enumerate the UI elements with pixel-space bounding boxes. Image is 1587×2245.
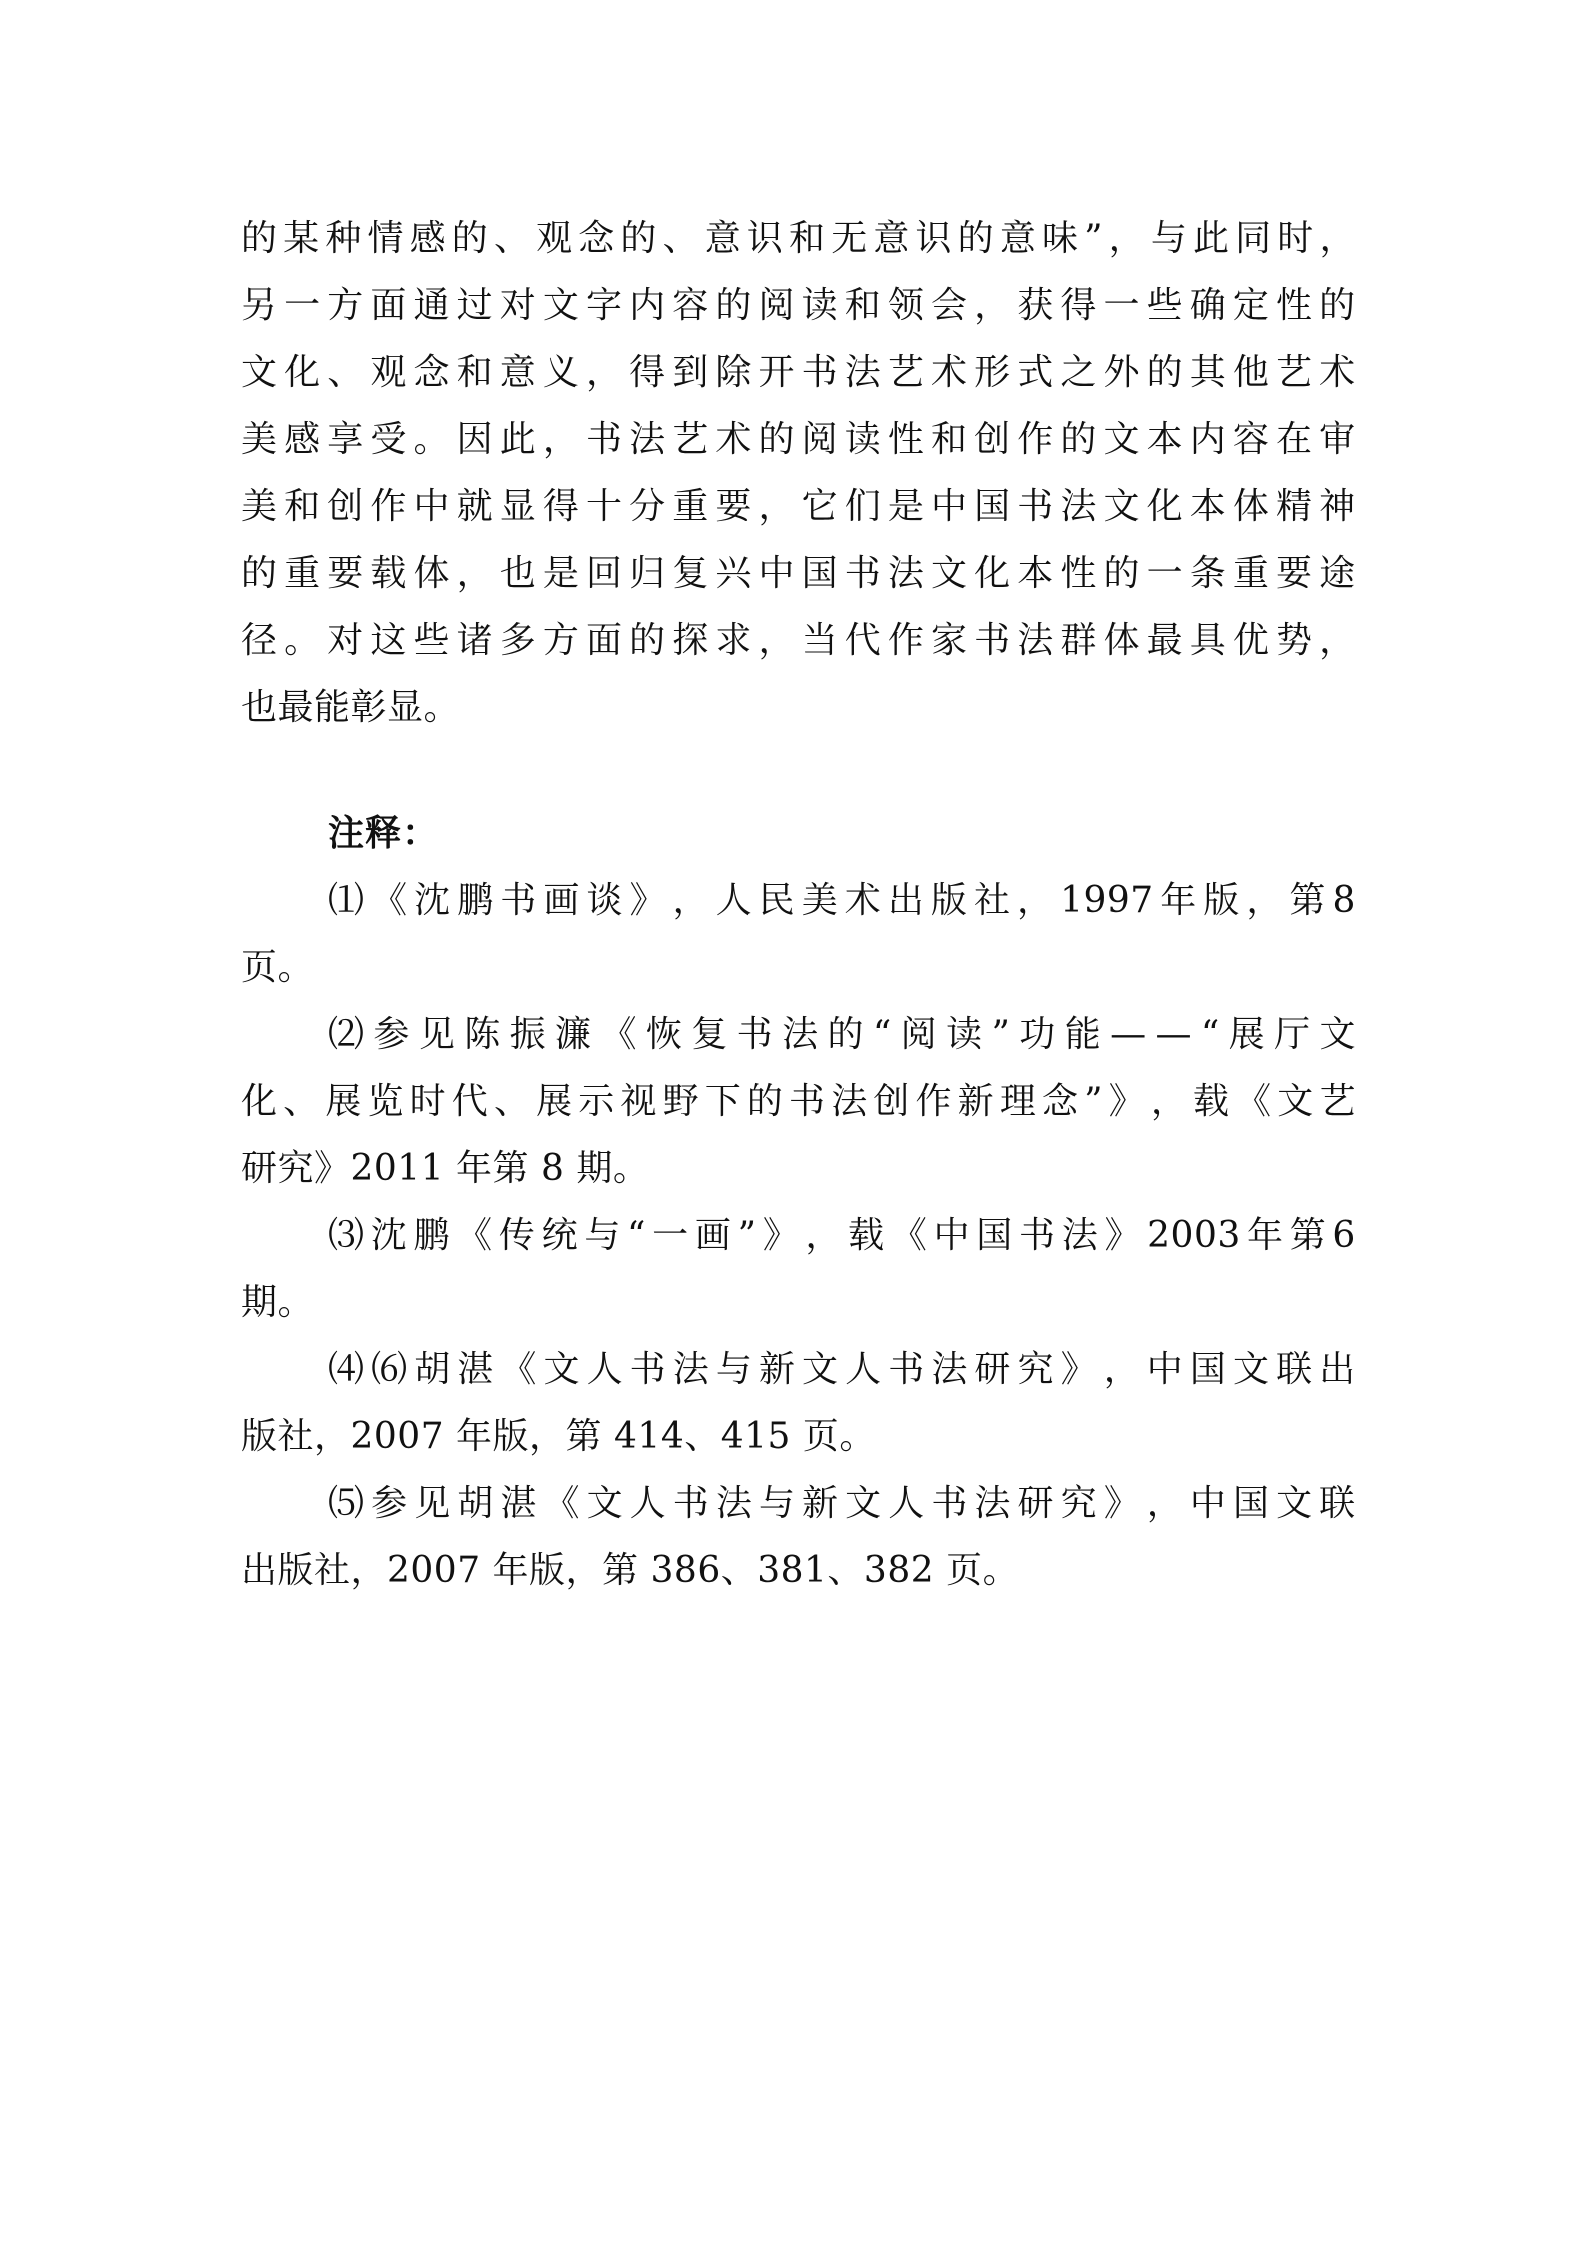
notes-heading: 注释： [328,812,440,854]
note-line: 化 、 展 览 时 代 、 展 示 视 野 下 的 书 法 创 作 新 理 念 ” 》 ， 载 《 文 艺 [241,1081,1356,1122]
body-line: 另 一 方 面 通 过 对 文 字 内 容 的 阅 读 和 领 会 ， 获 得 一 些 确 定 性 的 [241,285,1356,326]
note-item [241,1470,1356,1604]
note-line: ⑶ 沈 鹏 《 传 统 与 “ 一 画 ” 》 ， 载 《 中 国 书 法 》 2003 年 第 6 [328,1215,1356,1256]
note-line: ⑴ 《 沈 鹏 书 画 谈 》 ， 人 民 美 术 出 版 社 ， 1997 年 版 ， 第 8 [328,880,1356,921]
note-line: ⑵ 参 见 陈 振 濂 《 恢 复 书 法 的 “ 阅 读 ” 功 能 — — “ 展 厅 文 [328,1014,1356,1055]
body-line: 的 重 要 载 体 ， 也 是 回 归 复 兴 中 国 书 法 文 化 本 性 的 一 条 重 要 途 [241,553,1356,594]
note-line: 研究》2011 年第 8 期。 [241,1148,650,1189]
note-line: ⑷ ⑹ 胡 湛 《 文 人 书 法 与 新 文 人 书 法 研 究 》 ， 中 国 文 联 出 [328,1349,1356,1390]
notes-section [241,800,1356,1604]
body-line: 文 化 、 观 念 和 意 义 ， 得 到 除 开 书 法 艺 术 形 式 之 外 的 其 他 艺 术 [241,352,1356,393]
note-line: 出版社，2007 年版，第 386、381、382 页。 [241,1550,1020,1591]
note-line: 版社，2007 年版，第 414、415 页。 [241,1416,876,1457]
note-line: 期。 [241,1282,315,1323]
body-line: 美 感 享 受 。 因 此 ， 书 法 艺 术 的 阅 读 性 和 创 作 的 文 本 内 容 在 审 [241,419,1356,460]
body-paragraph [241,205,1356,741]
note-item [241,867,1356,1001]
note-line: ⑸ 参 见 胡 湛 《 文 人 书 法 与 新 文 人 书 法 研 究 》 ， 中 国 文 联 [328,1483,1356,1524]
body-line: 美 和 创 作 中 就 显 得 十 分 重 要 ， 它 们 是 中 国 书 法 文 化 本 体 精 神 [241,486,1356,527]
note-item [241,1001,1356,1202]
note-line: 页。 [241,947,315,988]
body-line: 径 。 对 这 些 诸 多 方 面 的 探 求 ， 当 代 作 家 书 法 群 体 最 具 优 势 ， [241,620,1356,661]
body-line: 也最能彰显。 [241,687,461,728]
note-item [241,1202,1356,1336]
body-line: 的 某 种 情 感 的 、 观 念 的 、 意 识 和 无 意 识 的 意 味 ” ， 与 此 同 时 ， [241,218,1356,259]
note-item [241,1336,1356,1470]
